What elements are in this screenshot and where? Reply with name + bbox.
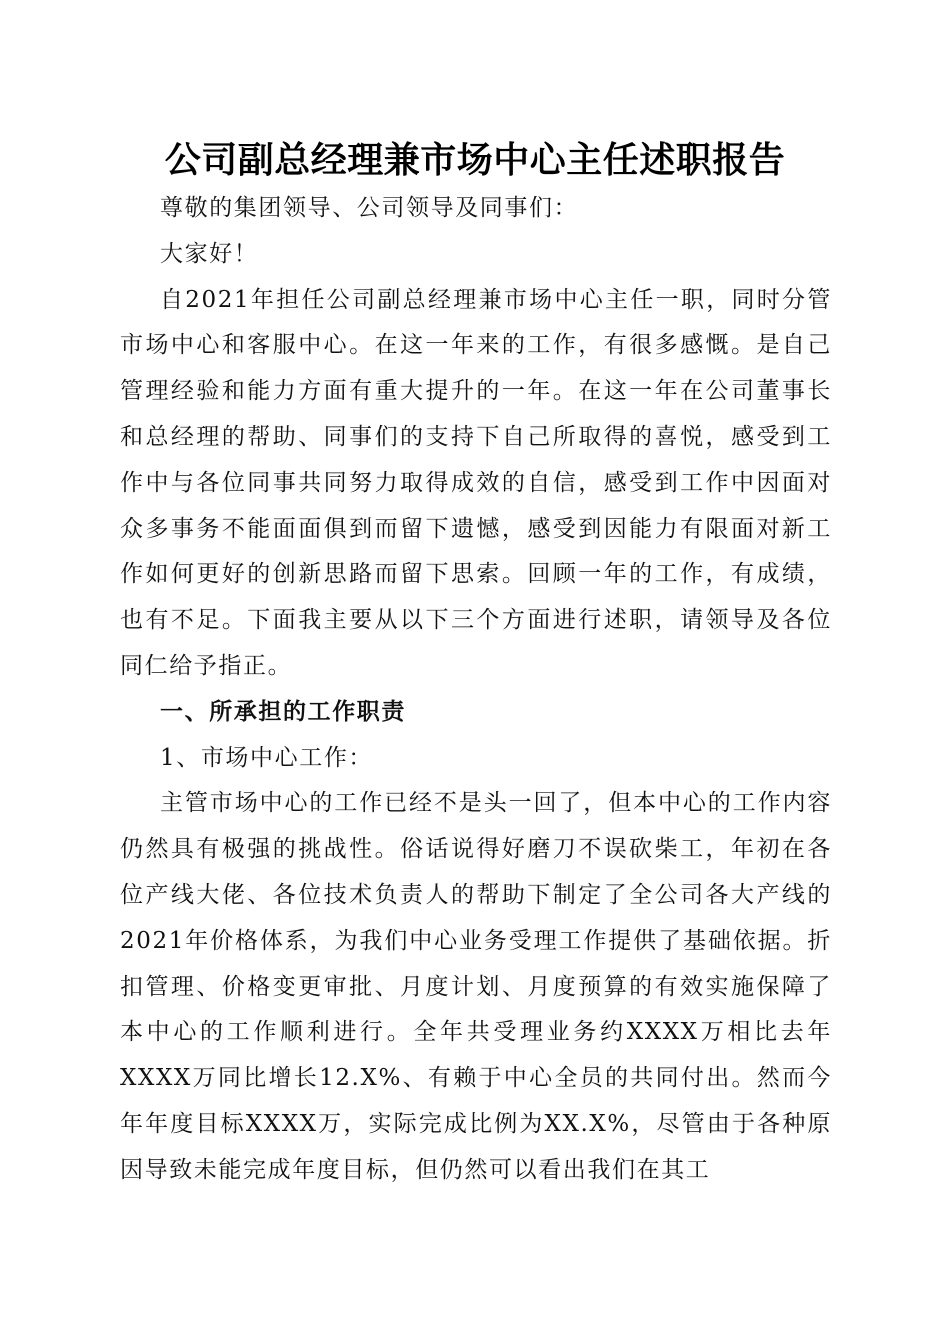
intro-paragraph: 自2021年担任公司副总经理兼市场中心主任一职，同时分管市场中心和客服中心。在这一年来的工作，有很多感慨。是自己管理经验和能力方面有重大提升的一年。在这一年在公司董事长和总经理的帮助、同事们的支持下自己所取得的喜悦，感受到工作中与各位同事共同努力取得成效的自信，感受到工作中因面对众多事务不能面面俱到而留下遗憾，感受到因能力有限面对新工作如何更好的创新思路而留下思索。回顾一年的工作，有成绩，也有不足。下面我主要从以下三个方面进行述职，请领导及各位同仁给予指正。: [120, 286, 832, 679]
greeting: 大家好！: [160, 240, 259, 267]
subsection-heading: 1、市场中心工作：: [160, 744, 374, 771]
section-heading: 一、所承担的工作职责: [160, 698, 406, 725]
salutation: 尊敬的集团领导、公司领导及同事们：: [160, 195, 579, 221]
document-body: [120, 186, 832, 1194]
market-center-paragraph: 主管市场中心的工作已经不是头一回了，但本中心的工作内容仍然具有极强的挑战性。俗话说得好磨刀不误砍柴工，年初在各位产线大佬、各位技术负责人的帮助下制定了全公司各大产线的2021年价格体系，为我们中心业务受理工作提供了基础依据。折扣管理、价格变更审批、月度计划、月度预算的有效实施保障了本中心的工作顺利进行。全年共受理业务约XXXX万相比去年XXXX万同比增长12.X%、有赖于中心全员的共同付出。然而今年年度目标XXXX万，实际完成比例为XX.X%，尽管由于各种原因导致未能完成年度目标，但仍然可以看出我们在其工: [120, 790, 832, 1183]
document-title: 公司副总经理兼市场中心主任述职报告: [164, 139, 786, 181]
